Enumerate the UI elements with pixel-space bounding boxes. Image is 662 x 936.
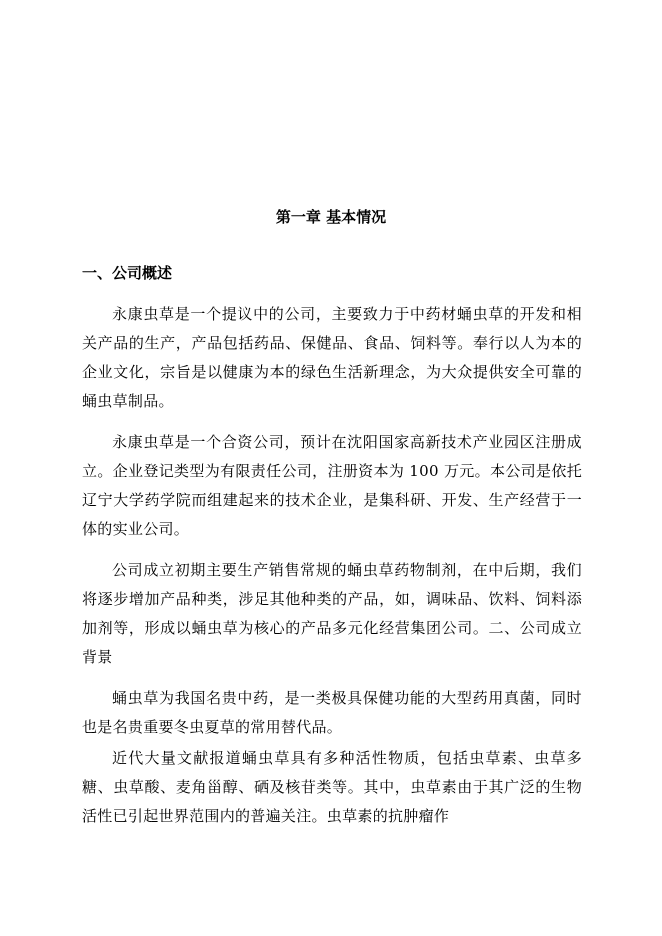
paragraph: 蛹虫草为我国名贵中药，是一类极具保健功能的大型药用真菌，同时也是名贵重要冬虫夏草的常用替代品。 [82,689,582,736]
section-heading: 一、公司概述 [82,264,173,282]
paragraph: 永康虫草是一个合资公司，预计在沈阳国家高新技术产业园区注册成立。企业登记类型为有限责任公司，注册资本为 100 万元。本公司是依托辽宁大学药学院而组建起来的技术企业，是集科研、开发、生产经营于一体的实业公司。 [82,433,582,538]
paragraph: 近代大量文献报道蛹虫草具有多种活性物质，包括虫草素、虫草多糖、虫草酸、麦角甾醇、硒及核苷类等。其中，虫草素由于其广泛的生物活性已引起世界范围内的普遍关注。虫草素的抗肿瘤作 [82,749,582,825]
paragraph: 公司成立初期主要生产销售常规的蛹虫草药物制剂，在中后期，我们将逐步增加产品种类，涉足其他种类的产品，如，调味品、饮料、饲料添加剂等，形成以蛹虫草为核心的产品多元化经营集团公司。二、公司成立背景 [82,561,582,666]
chapter-title: 第一章 基本情况 [275,208,387,226]
paragraph: 永康虫草是一个提议中的公司，主要致力于中药材蛹虫草的开发和相关产品的生产，产品包括药品、保健品、食品、饲料等。奉行以人为本的企业文化，宗旨是以健康为本的绿色生活新理念，为大众提供安全可靠的蛹虫草制品。 [82,305,582,410]
